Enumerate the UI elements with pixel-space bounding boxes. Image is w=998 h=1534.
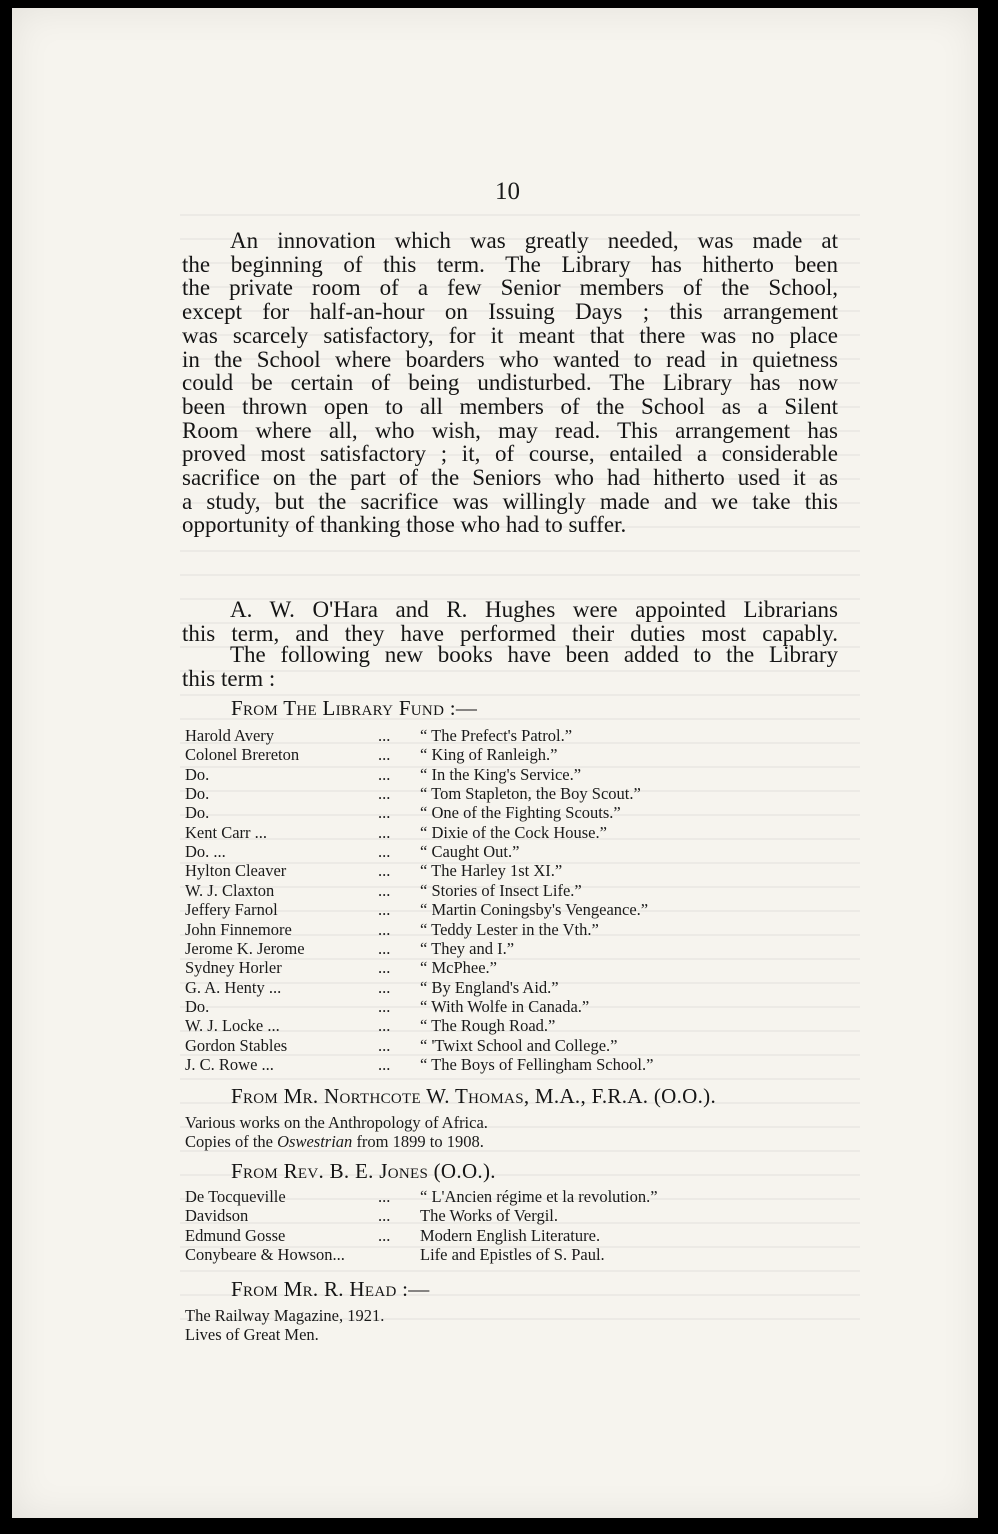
text-line: the beginning of this term. The Library has hitherto been [182, 251, 838, 277]
book-author: W. J. Locke ... [185, 1016, 280, 1036]
book-title: “ In the King's Service.” [420, 764, 582, 784]
leader-dots: ... [378, 1187, 391, 1206]
book-author: John Finnemore [185, 919, 292, 939]
book-title: “ They and I.” [420, 938, 515, 958]
leader-dots: ... [378, 822, 391, 842]
heading-northcote-thomas: From Mr. Northcote W. Thomas, M.A., F.R.A. (O.O.). [231, 1084, 717, 1108]
paragraph-librarians [182, 598, 838, 645]
text-span: from 1899 to 1908. [352, 1132, 484, 1151]
publication-title: Oswestrian [277, 1132, 353, 1151]
book-title: “ Martin Coningsby's Vengeance.” [420, 900, 649, 920]
heading-library-fund: From The Library Fund :— [231, 696, 478, 720]
book-title: “ Dixie of the Cock House.” [420, 822, 607, 842]
book-author: Do. [185, 784, 210, 804]
leader-dots: ... [378, 842, 391, 862]
text-line: this term : [182, 665, 276, 691]
text-line: A. W. O'Hara and R. Hughes were appointed Librarians [230, 597, 838, 622]
book-author: Hylton Cleaver [185, 861, 287, 881]
text-line: a study, but the sacrifice was willingly made and we take this [182, 488, 838, 514]
book-author: Harold Avery [185, 726, 275, 745]
book-title: “ The Prefect's Patrol.” [420, 726, 573, 745]
text-line: the private room of a few Senior members of the School, [182, 275, 838, 301]
donation-line: The Railway Magazine, 1921. [185, 1306, 385, 1325]
text-line: in the School where boarders who wanted to read in quietness [182, 346, 838, 372]
text-span: Copies of the [185, 1132, 278, 1151]
book-author: Do. [185, 803, 210, 823]
leader-dots: ... [378, 977, 391, 997]
leader-dots: ... [378, 726, 391, 745]
book-title: “ The Rough Road.” [420, 1016, 556, 1036]
leader-dots: ... [378, 1054, 391, 1074]
book-title: “ Tom Stapleton, the Boy Scout.” [420, 784, 641, 804]
text-line: this term, and they have performed their duties most capably. [182, 620, 838, 646]
leader-dots: ... [378, 745, 391, 765]
leader-dots: ... [378, 861, 391, 881]
leader-dots: ... [378, 764, 391, 784]
leader-dots: ... [378, 803, 391, 823]
page-number: 10 [495, 178, 520, 205]
text-line: was scarcely satisfactory, for it meant that there was no place [182, 322, 838, 348]
heading-rev-jones: From Rev. B. E. Jones (O.O.). [231, 1159, 496, 1183]
text-line: been thrown open to all members of the School as a Silent [182, 393, 838, 419]
book-title: “ With Wolfe in Canada.” [420, 996, 590, 1016]
leader-dots: ... [378, 958, 391, 978]
book-author: Sydney Horler [185, 958, 282, 978]
leader-dots: ... [378, 880, 391, 900]
book-author: Do. [185, 996, 210, 1016]
book-author: Do. ... [185, 842, 226, 862]
book-author: Gordon Stables [185, 1035, 288, 1055]
book-title: Modern English Literature. [420, 1225, 601, 1245]
book-title: “ Stories of Insect Life.” [420, 880, 582, 900]
donation-line: Various works on the Anthropology of Africa. [185, 1113, 488, 1132]
book-title: “ McPhee.” [420, 958, 497, 978]
heading-r-head: From Mr. R. Head :— [231, 1277, 430, 1301]
book-author: Edmund Gosse [185, 1225, 286, 1245]
text-line: except for half-an-hour on Issuing Days ; this arrangement [182, 299, 838, 325]
text-line: could be certain of being undisturbed. The Library has now [182, 370, 838, 396]
leader-dots: ... [378, 996, 391, 1016]
leader-dots: ... [378, 1206, 391, 1226]
text-line: opportunity of thanking those who had to suffer. [182, 512, 627, 538]
book-author: Do. [185, 764, 210, 784]
paragraph-library-innovation [182, 229, 838, 537]
leader-dots: ... [378, 1016, 391, 1036]
book-author: W. J. Claxton [185, 880, 275, 900]
book-author: Kent Carr ... [185, 822, 268, 842]
book-title: “ 'Twixt School and College.” [420, 1035, 618, 1055]
leader-dots: ... [378, 900, 391, 920]
book-author: G. A. Henty ... [185, 977, 282, 997]
book-title: “ Caught Out.” [420, 842, 520, 862]
book-title: “ Teddy Lester in the Vth.” [420, 919, 599, 939]
book-author: Jeffery Farnol [185, 900, 278, 920]
text-line: The following new books have been added to the Library [230, 642, 838, 667]
book-title: The Works of Vergil. [420, 1206, 558, 1226]
book-author: J. C. Rowe ... [185, 1054, 274, 1074]
book-title: “ By England's Aid.” [420, 977, 559, 997]
leader-dots: ... [378, 784, 391, 804]
text-line: sacrifice on the part of the Seniors who had hitherto used it as [182, 465, 838, 491]
book-title: “ The Boys of Fellingham School.” [420, 1054, 654, 1074]
text-line: proved most satisfactory ; it, of course, entailed a considerable [182, 441, 838, 467]
book-author: Jerome K. Jerome [185, 938, 305, 958]
leader-dots: ... [378, 1225, 391, 1245]
book-title: “ L'Ancien régime et la revolution.” [420, 1187, 658, 1206]
donation-line [185, 1132, 484, 1152]
text-line: Room where all, who wish, may read. This arrangement has [182, 417, 838, 443]
donation-line: Lives of Great Men. [185, 1325, 319, 1344]
book-author: Conybeare & Howson... [185, 1244, 345, 1264]
book-title: “ One of the Fighting Scouts.” [420, 803, 621, 823]
leader-dots: ... [378, 919, 391, 939]
leader-dots: ... [378, 938, 391, 958]
paragraph-new-books [182, 643, 838, 690]
book-author: Davidson [185, 1206, 249, 1226]
book-author: De Tocqueville [185, 1187, 286, 1206]
book-author: Colonel Brereton [185, 745, 300, 765]
book-title: Life and Epistles of S. Paul. [420, 1244, 605, 1264]
text-line: An innovation which was greatly needed, was made at [230, 228, 838, 253]
book-title: “ The Harley 1st XI.” [420, 861, 563, 881]
book-title: “ King of Ranleigh.” [420, 745, 558, 765]
leader-dots: ... [378, 1035, 391, 1055]
